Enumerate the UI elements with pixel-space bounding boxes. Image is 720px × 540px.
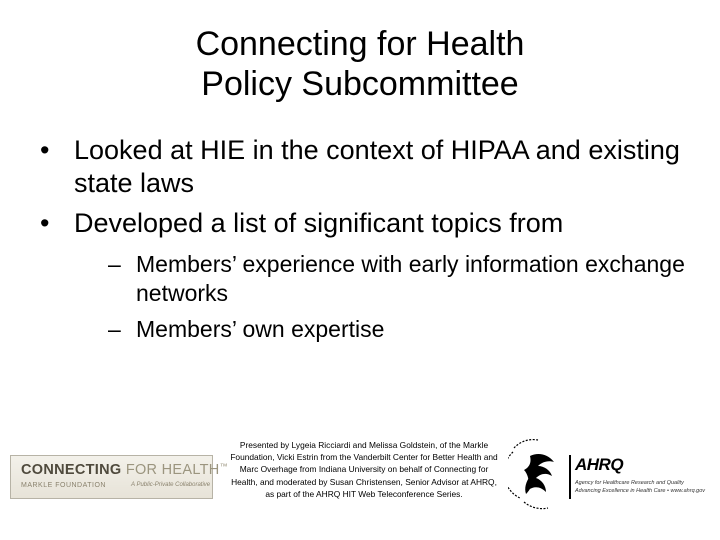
slide-title xyxy=(0,24,720,104)
sub-bullet-item xyxy=(108,250,700,308)
presenter-note: Presented by Lygeia Ricciardi and Melissa Goldstein, of the Markle Foundation, Vicki Estrin from the Vanderbilt Center for Better Health and Marc Overhage from Indiana University on behalf of Connecting for Health, and moderated by Susan Christensen, Senior Advisor at AHRQ, as part of the AHRQ HIT Web Teleconference Series. xyxy=(230,440,498,499)
bullet-text: Looked at HIE in the context of HIPAA and existing state laws xyxy=(74,135,680,198)
title-line-1: Connecting for Health xyxy=(195,25,525,63)
cfh-logo-tagline: A Public-Private Collaborative xyxy=(131,482,211,488)
title-line-2: Policy Subcommittee xyxy=(201,65,519,103)
connecting-for-health-logo xyxy=(10,455,228,499)
ahrq-logo-line-1: Agency for Healthcare Research and Quality xyxy=(575,480,684,486)
cfh-logo-wordmark: CONNECTING FOR HEALTH™ xyxy=(21,462,228,478)
ahrq-logo-mark: AHRQ xyxy=(575,455,624,474)
bullet-text: Developed a list of significant topics from xyxy=(74,208,564,238)
bullet-item xyxy=(40,207,700,344)
sub-bullet-text: Members’ own expertise xyxy=(136,316,385,342)
bullet-symbol: • xyxy=(40,208,50,238)
sub-bullet-list xyxy=(74,250,700,344)
sub-bullet-symbol: – xyxy=(108,251,121,277)
ahrq-logo-bar xyxy=(569,455,571,499)
ahrq-logo-line-2: Advancing Excellence in Health Care • www.ahrq.gov xyxy=(575,488,706,494)
hhs-eagle-seal-icon xyxy=(508,436,566,514)
cfh-logo-org: MARKLE FOUNDATION xyxy=(21,482,106,489)
sub-bullet-item xyxy=(108,315,700,344)
bullet-list xyxy=(40,134,700,351)
bullet-item xyxy=(40,134,700,200)
sub-bullet-text: Members’ experience with early information exchange networks xyxy=(136,251,685,306)
bullet-symbol: • xyxy=(40,135,50,165)
ahrq-logo xyxy=(569,455,714,499)
sub-bullet-symbol: – xyxy=(108,316,121,342)
